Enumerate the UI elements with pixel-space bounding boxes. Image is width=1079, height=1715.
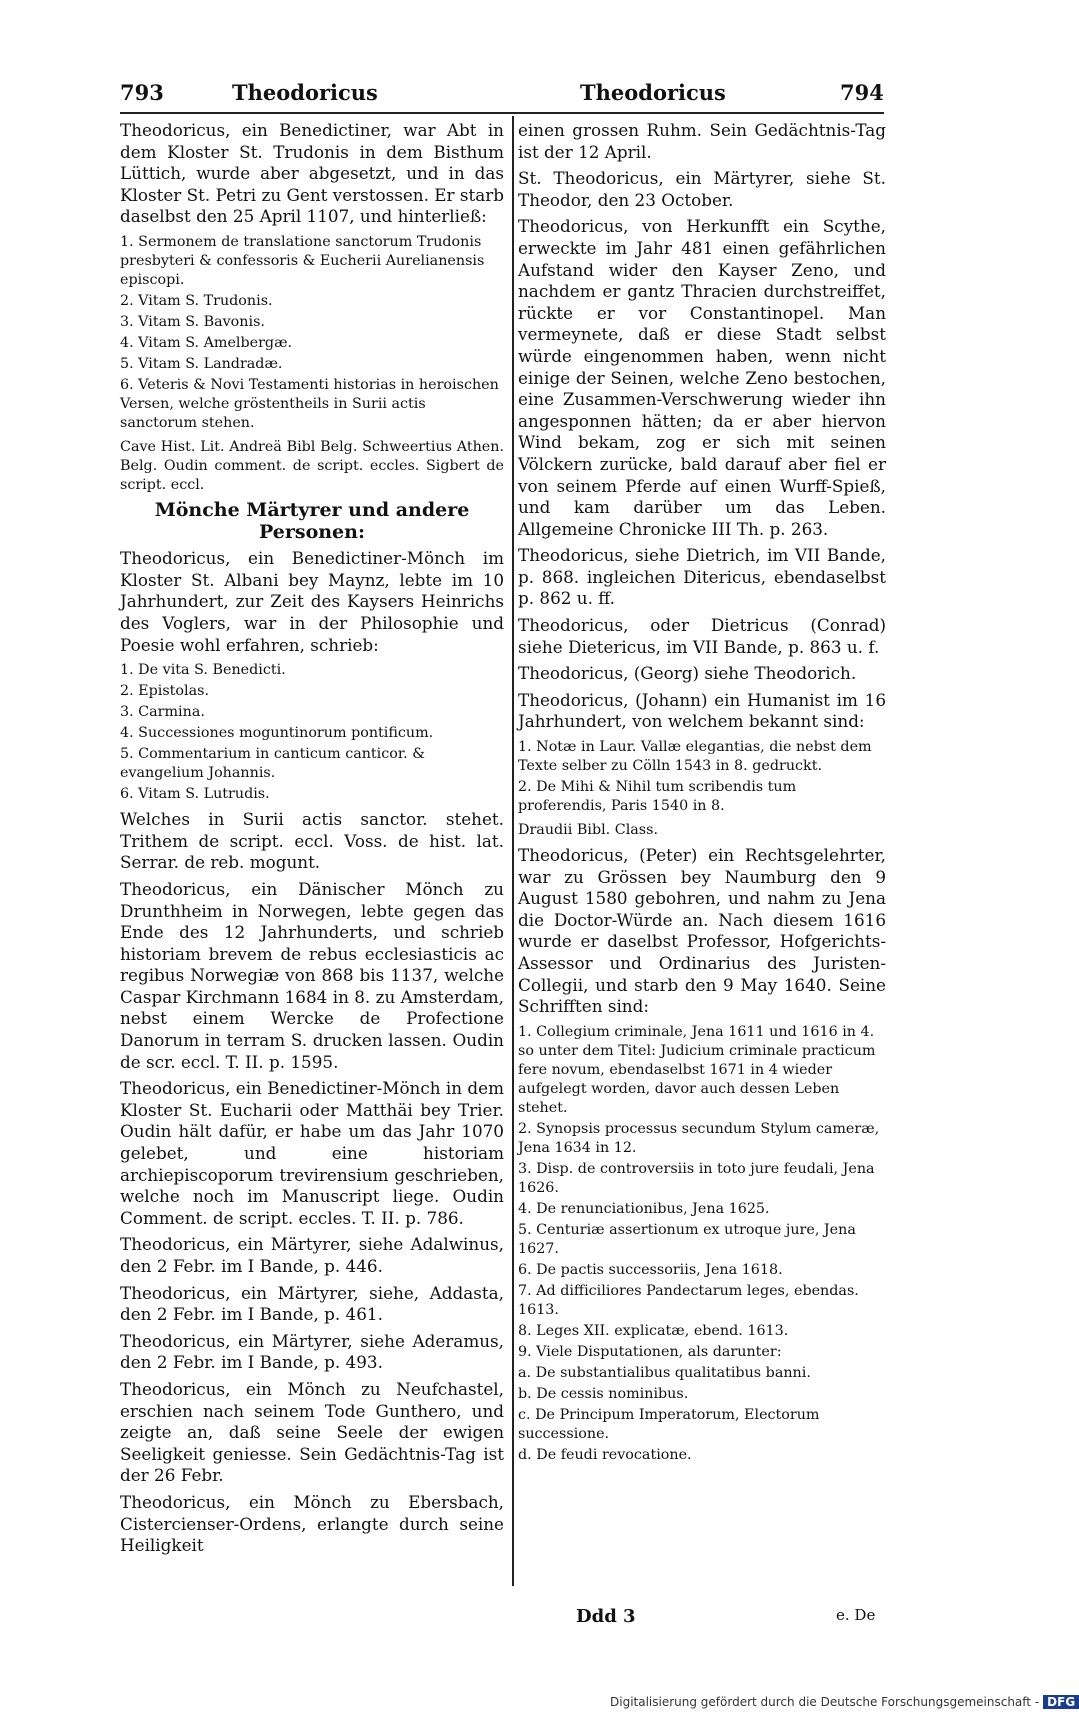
running-title-left: Theodoricus	[232, 80, 378, 105]
list-item: d. De feudi revocatione.	[518, 1446, 692, 1463]
page-number-right: 794	[840, 80, 884, 105]
column-divider	[512, 116, 514, 1586]
entry-paragraph: einen grossen Ruhm. Sein Gedächtnis-Tag ist der 12 April.	[518, 120, 886, 162]
entry-paragraph: Theodoricus, ein Märtyrer, siehe Adalwinus, den 2 Febr. im I Bande, p. 446.	[120, 1234, 504, 1276]
list-item: 8. Leges XII. explicatæ, ebend. 1613.	[518, 1322, 789, 1339]
entry-paragraph: Cave Hist. Lit. Andreä Bibl Belg. Schweertius Athen. Belg. Oudin comment. de script. eccles. Sigbert de script. eccl.	[120, 438, 504, 493]
list-item: 1. De vita S. Benedicti.	[120, 662, 286, 679]
entry-paragraph: Theodoricus, ein Benedictiner-Mönch im Kloster St. Albani bey Maynz, lebte im 10 Jahrhundert, zur Zeit des Kaysers Heinrichs des Voglers, war in der Philosophie und Poesie wohl erfahren, schrieb:	[120, 548, 504, 655]
entry-paragraph: Theodoricus, ein Mönch zu Ebersbach, Cistercienser-Ordens, erlangte durch seine Heiligkeit	[120, 1491, 504, 1556]
numbered-list	[518, 1023, 886, 1465]
right-column	[518, 120, 886, 1470]
entry-paragraph: Theodoricus, ein Mönch zu Neufchastel, erschien nach seinem Tode Gunthero, und zeigte an, daß seine Seele der ewigen Seeligkeit geniesse. Sein Gedächtnis-Tag ist der 26 Febr.	[120, 1378, 504, 1486]
list-item: 3. Disp. de controversiis in toto jure feudali, Jena 1626.	[518, 1160, 875, 1196]
list-item: 5. Commentarium in canticum canticor. & evangelium Johannis.	[120, 746, 425, 782]
list-item: 3. Vitam S. Bavonis.	[120, 313, 265, 330]
list-item: c. De Principum Imperatorum, Electorum successione.	[518, 1406, 820, 1442]
entry-paragraph: Theodoricus, oder Dietricus (Conrad) siehe Dietericus, im VII Bande, p. 863 u. f.	[518, 615, 886, 657]
footer-credit	[610, 1695, 1076, 1715]
entry-paragraph: Theodoricus, ein Benedictiner-Mönch in dem Kloster St. Eucharii oder Matthäi bey Trier. Oudin hält dafür, er habe um das Jahr 1070 gelebet, und eine historiam archiepiscoporum trevirensium geschrieben, welche noch im Manuscript liege. Oudin Comment. de script. eccles. T. II. p. 786.	[120, 1078, 504, 1228]
numbered-list	[518, 738, 886, 816]
list-item: 3. Carmina.	[120, 704, 205, 721]
list-item: 4. Vitam S. Amelbergæ.	[120, 334, 293, 351]
numbered-list	[120, 661, 504, 804]
list-item: 1. Sermonem de translatione sanctorum Trudonis presbyteri & confessoris & Eucherii Aurelianensis episcopi.	[120, 233, 485, 288]
running-header	[120, 80, 884, 110]
running-title-right: Theodoricus	[580, 80, 726, 105]
list-item: 1. Notæ in Laur. Vallæ elegantias, die nebst dem Texte selber zu Cölln 1543 in 8. gedruckt.	[518, 739, 872, 775]
list-item: 6. De pactis successoriis, Jena 1618.	[518, 1261, 783, 1278]
entry-paragraph: Theodoricus, ein Dänischer Mönch zu Drunthheim in Norwegen, lebte gegen das Ende des 12 Jahrhunderts, und schrieb historiam brevem de rebus ecclesiasticis ac regibus Norwegiæ von 868 bis 1137, welche Caspar Kirchmann 1684 in 8. zu Amsterdam, nebst einem Wercke de Profectione Danorum in terram S. drucken lassen. Oudin de scr. eccl. T. II. p. 1595.	[120, 878, 504, 1072]
entry-paragraph: Theodoricus, von Herkunfft ein Scythe, erweckte im Jahr 481 einen gefährlichen Aufstand wider den Kayser Zeno, und nachdem er gantz Thracien durchstreiffet, rückte er vor Constantinopel. Man vermeynete, daß er diese Stadt selbst würde eingenommen haben, wenn nicht einige der Seinen, welche Zeno bestochen, eine Zusammen-Verschwerung wieder ihn angesponnen hätten; da er aber hiervon Wind bekam, zog er sich mit seinen Völckern zurücke, bald darauf aber fiel er von seinem Pferde auf einen Wurff-Spieß, und kam darüber um das Leben. Allgemeine Chronicke III Th. p. 263.	[518, 216, 886, 539]
list-item: 9. Viele Disputationen, als darunter:	[518, 1343, 782, 1360]
page-number-left: 793	[120, 80, 164, 105]
entry-paragraph: Theodoricus, (Peter) ein Rechtsgelehrter, war zu Grössen bey Naumburg den 9 August 1580 gebohren, und nahm zu Jena die Doctor-Würde an. Nach diesem 1616 wurde er daselbst Professor, Hofgerichts-Assessor und Ordinarius des Juristen-Collegii, und starb den 9 May 1640. Seine Schrifften sind:	[518, 845, 886, 1017]
list-item: 2. Vitam S. Trudonis.	[120, 292, 273, 309]
dfg-logo: DFG	[1043, 1695, 1079, 1709]
section-heading: Mönche Märtyrer und andere Personen:	[154, 498, 470, 543]
entry-paragraph: Draudii Bibl. Class.	[518, 822, 659, 839]
entry-paragraph: Welches in Surii actis sanctor. stehet. Trithem de script. eccl. Voss. de hist. lat. Serrar. de reb. mogunt.	[120, 809, 504, 873]
entry-paragraph: St. Theodoricus, ein Märtyrer, siehe St. Theodor, den 23 October.	[518, 168, 886, 210]
list-item: 2. Synopsis processus secundum Stylum cameræ, Jena 1634 in 12.	[518, 1120, 880, 1156]
list-item: 6. Veteris & Novi Testamenti historias in heroischen Versen, welche gröstentheils in Surii actis sanctorum stehen.	[120, 376, 499, 431]
entry-paragraph: Theodoricus, (Georg) siehe Theodorich.	[518, 663, 857, 684]
list-item: a. De substantialibus qualitatibus banni.	[518, 1364, 811, 1381]
numbered-list	[120, 233, 504, 433]
list-item: 7. Ad difficiliores Pandectarum leges, ebendas. 1613.	[518, 1282, 859, 1318]
entry-paragraph: Theodoricus, ein Märtyrer, siehe Aderamus, den 2 Febr. im I Bande, p. 493.	[120, 1330, 504, 1373]
list-item: 5. Centuriæ assertionum ex utroque jure, Jena 1627.	[518, 1221, 856, 1257]
entry-paragraph: Theodoricus, (Johann) ein Humanist im 16 Jahrhundert, von welchem bekannt sind:	[518, 689, 886, 732]
entry-paragraph: Theodoricus, ein Benedictiner, war Abt in dem Kloster St. Trudonis in dem Bisthum Lüttich, wurde aber abgesetzt, und in das Kloster St. Petri zu Gent verstossen. Er starb daselbst den 25 April 1107, und hinterließ:	[120, 120, 504, 227]
footer-text: Digitalisierung gefördert durch die Deutsche Forschungsgemeinschaft -	[610, 1695, 1040, 1709]
list-item: b. De cessis nominibus.	[518, 1385, 689, 1402]
list-item: 1. Collegium criminale, Jena 1611 und 1616 in 4. so unter dem Titel: Judicium criminale practicum fere novum, ebendaselbst 1671 in 4 wieder aufgelegt worden, davor auch dessen Leben stehet.	[518, 1023, 876, 1116]
list-item: 6. Vitam S. Lutrudis.	[120, 786, 270, 803]
signature-mark: Ddd 3	[576, 1606, 636, 1627]
entry-paragraph: Theodoricus, ein Märtyrer, siehe, Addasta, den 2 Febr. im I Bande, p. 461.	[120, 1282, 504, 1325]
list-item: 4. De renunciationibus, Jena 1625.	[518, 1200, 770, 1217]
list-item: 2. Epistolas.	[120, 683, 210, 700]
list-item: 4. Successiones moguntinorum pontificum.	[120, 725, 434, 742]
entry-paragraph: Theodoricus, siehe Dietrich, im VII Bande, p. 868. ingleichen Ditericus, ebendaselbst p. 862 u. ff.	[518, 545, 886, 609]
list-item: 5. Vitam S. Landradæ.	[120, 355, 283, 372]
list-item: 2. De Mihi & Nihil tum scribendis tum proferendis, Paris 1540 in 8.	[518, 779, 797, 815]
catchword: e. De	[836, 1606, 876, 1624]
header-rule	[120, 112, 884, 114]
left-column	[120, 120, 504, 1562]
